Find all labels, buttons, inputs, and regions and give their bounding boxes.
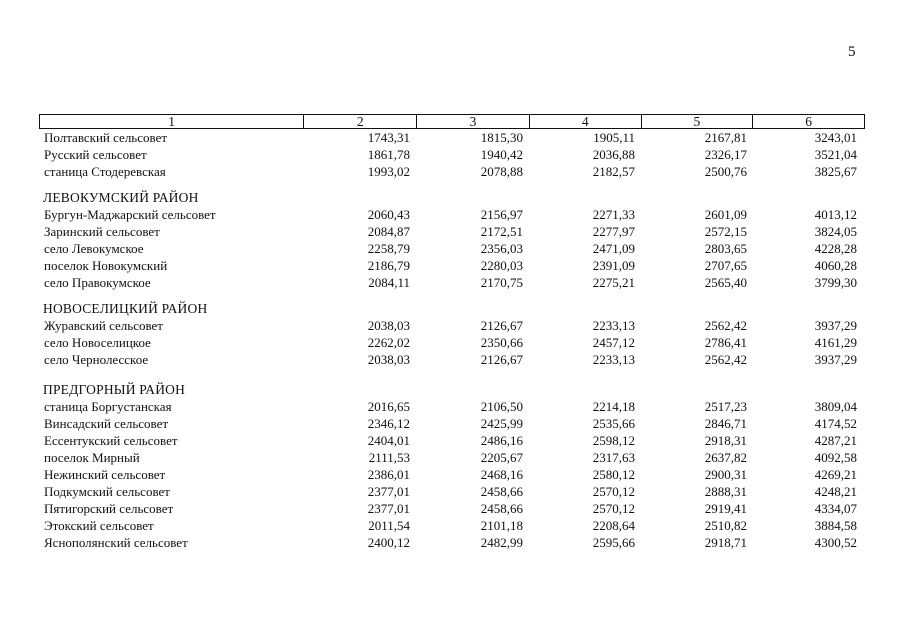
value-cell-col-4: 2036,88	[592, 147, 635, 162]
section-gap	[39, 180, 865, 189]
value-cell-col-6: 3243,01	[814, 130, 857, 145]
settlement-name: село Правокумское	[44, 275, 151, 290]
value-cell-col-3: 2101,18	[480, 518, 523, 533]
value-cell-col-3: 2126,67	[480, 318, 523, 333]
value-cell-col-6: 3825,67	[814, 164, 857, 179]
value-cell-col-3: 2458,66	[480, 484, 523, 499]
table-row	[39, 466, 865, 483]
value-cell-col-6: 4287,21	[814, 433, 857, 448]
value-cell-col-4: 2580,12	[592, 467, 635, 482]
settlement-name: Заринский сельсовет	[44, 224, 160, 239]
value-cell-col-6: 3809,04	[814, 399, 857, 414]
value-cell-col-5: 2918,71	[704, 535, 747, 550]
column-header-4: 4	[529, 115, 641, 128]
value-cell-col-5: 2500,76	[704, 164, 747, 179]
table-row	[39, 146, 865, 163]
value-cell-col-4: 2214,18	[592, 399, 635, 414]
value-cell-col-4: 2457,12	[592, 335, 635, 350]
value-cell-col-4: 2233,13	[592, 318, 635, 333]
section-gap	[39, 368, 865, 381]
value-cell-col-6: 3884,58	[814, 518, 857, 533]
value-cell-col-4: 1905,11	[593, 130, 635, 145]
value-cell-col-2: 2016,65	[367, 399, 410, 414]
value-cell-col-4: 2570,12	[592, 484, 635, 499]
value-cell-col-4: 2471,09	[592, 241, 635, 256]
value-cell-col-6: 3521,04	[814, 147, 857, 162]
value-cell-col-4: 2595,66	[592, 535, 635, 550]
value-cell-col-2: 2084,11	[368, 275, 410, 290]
value-cell-col-4: 2598,12	[592, 433, 635, 448]
value-cell-col-6: 3937,29	[814, 318, 857, 333]
value-cell-col-3: 2350,66	[480, 335, 523, 350]
value-cell-col-3: 1815,30	[480, 130, 523, 145]
table-row	[39, 500, 865, 517]
value-cell-col-6: 4161,29	[814, 335, 857, 350]
settlement-name: Русский сельсовет	[44, 147, 147, 162]
value-cell-col-2: 2377,01	[367, 484, 410, 499]
value-cell-col-5: 2517,23	[704, 399, 747, 414]
value-cell-col-2: 1993,02	[367, 164, 410, 179]
settlement-name: Этокский сельсовет	[44, 518, 154, 533]
value-cell-col-2: 2038,03	[367, 352, 410, 367]
value-cell-col-5: 2562,42	[704, 352, 747, 367]
value-cell-col-5: 2707,65	[704, 258, 747, 273]
value-cell-col-2: 2377,01	[367, 501, 410, 516]
value-cell-col-2: 2084,87	[367, 224, 410, 239]
value-cell-col-3: 2172,51	[480, 224, 523, 239]
value-cell-col-2: 1861,78	[367, 147, 410, 162]
value-cell-col-2: 1743,31	[367, 130, 410, 145]
page-number: 5	[848, 44, 856, 60]
settlement-name: Журавский сельсовет	[44, 318, 163, 333]
data-table	[39, 114, 865, 551]
value-cell-col-6: 4013,12	[814, 207, 857, 222]
value-cell-col-6: 3937,29	[814, 352, 857, 367]
table-row	[39, 351, 865, 368]
value-cell-col-4: 2277,97	[592, 224, 635, 239]
value-cell-col-3: 2280,03	[480, 258, 523, 273]
district-heading: НОВОСЕЛИЦКИЙ РАЙОН	[43, 301, 208, 316]
value-cell-col-5: 2572,15	[704, 224, 747, 239]
value-cell-col-2: 2258,79	[367, 241, 410, 256]
value-cell-col-2: 2011,54	[368, 518, 410, 533]
table-row	[39, 274, 865, 291]
column-header-1: 1	[168, 114, 176, 129]
table-row	[39, 240, 865, 257]
table-row	[39, 483, 865, 500]
table-row	[39, 449, 865, 466]
value-cell-col-3: 2356,03	[480, 241, 523, 256]
value-cell-col-5: 2326,17	[704, 147, 747, 162]
settlement-name: Подкумский сельсовет	[44, 484, 170, 499]
table-row	[39, 163, 865, 180]
value-cell-col-3: 2486,16	[480, 433, 523, 448]
value-cell-col-4: 2182,57	[592, 164, 635, 179]
value-cell-col-5: 2803,65	[704, 241, 747, 256]
table-row	[39, 223, 865, 240]
table-row	[39, 334, 865, 351]
settlement-name: Ессентукский сельсовет	[44, 433, 178, 448]
value-cell-col-6: 4300,52	[814, 535, 857, 550]
settlement-name: Винсадский сельсовет	[44, 416, 169, 431]
table-body	[39, 129, 865, 551]
value-cell-col-2: 2400,12	[367, 535, 410, 550]
value-cell-col-4: 2317,63	[592, 450, 635, 465]
value-cell-col-2: 2060,43	[367, 207, 410, 222]
table-row	[39, 415, 865, 432]
column-header-3: 3	[416, 115, 529, 128]
value-cell-col-3: 2170,75	[480, 275, 523, 290]
settlement-name: Яснополянский сельсовет	[44, 535, 188, 550]
value-cell-col-3: 2106,50	[480, 399, 523, 414]
settlement-name: Бургун-Маджарский сельсовет	[44, 207, 216, 222]
value-cell-col-5: 2565,40	[704, 275, 747, 290]
table-row	[39, 432, 865, 449]
settlement-name: село Чернолесское	[44, 352, 149, 367]
settlement-name: село Новоселицкое	[44, 335, 151, 350]
value-cell-col-6: 4269,21	[814, 467, 857, 482]
table-row	[39, 257, 865, 274]
value-cell-col-6: 4334,07	[814, 501, 857, 516]
value-cell-col-6: 4174,52	[814, 416, 857, 431]
section-gap	[39, 291, 865, 300]
value-cell-col-3: 2482,99	[480, 535, 523, 550]
settlement-name: село Левокумское	[44, 241, 144, 256]
table-row	[39, 206, 865, 223]
value-cell-col-4: 2275,21	[592, 275, 635, 290]
value-cell-col-5: 2786,41	[704, 335, 747, 350]
value-cell-col-6: 4248,21	[814, 484, 857, 499]
settlement-name: станица Стодеревская	[44, 164, 166, 179]
value-cell-col-3: 2205,67	[480, 450, 523, 465]
column-header-5: 5	[641, 115, 753, 128]
value-cell-col-5: 2888,31	[704, 484, 747, 499]
column-header-6: 6	[752, 115, 864, 128]
table-header-row	[39, 114, 865, 129]
value-cell-col-5: 2846,71	[704, 416, 747, 431]
value-cell-col-2: 2404,01	[367, 433, 410, 448]
table-row	[39, 398, 865, 415]
table-row	[39, 317, 865, 334]
value-cell-col-5: 2900,31	[704, 467, 747, 482]
value-cell-col-3: 1940,42	[480, 147, 523, 162]
value-cell-col-2: 2386,01	[367, 467, 410, 482]
value-cell-col-4: 2271,33	[592, 207, 635, 222]
settlement-name: поселок Мирный	[44, 450, 140, 465]
table-row	[39, 534, 865, 551]
table-row	[39, 517, 865, 534]
value-cell-col-3: 2458,66	[480, 501, 523, 516]
value-cell-col-3: 2468,16	[480, 467, 523, 482]
settlement-name: Полтавский сельсовет	[44, 130, 168, 145]
value-cell-col-5: 2167,81	[704, 130, 747, 145]
column-header-2: 2	[303, 115, 416, 128]
district-heading: ПРЕДГОРНЫЙ РАЙОН	[43, 382, 186, 397]
settlement-name: Нежинский сельсовет	[44, 467, 166, 482]
district-heading: ЛЕВОКУМСКИЙ РАЙОН	[43, 190, 199, 205]
value-cell-col-3: 2078,88	[480, 164, 523, 179]
value-cell-col-3: 2425,99	[480, 416, 523, 431]
settlement-name: станица Боргустанская	[44, 399, 172, 414]
value-cell-col-6: 4092,58	[814, 450, 857, 465]
value-cell-col-4: 2208,64	[592, 518, 635, 533]
value-cell-col-2: 2262,02	[367, 335, 410, 350]
value-cell-col-5: 2637,82	[704, 450, 747, 465]
value-cell-col-6: 3824,05	[814, 224, 857, 239]
value-cell-col-2: 2038,03	[367, 318, 410, 333]
value-cell-col-6: 4060,28	[814, 258, 857, 273]
value-cell-col-5: 2562,42	[704, 318, 747, 333]
value-cell-col-2: 2186,79	[367, 258, 410, 273]
value-cell-col-5: 2918,31	[704, 433, 747, 448]
value-cell-col-6: 3799,30	[814, 275, 857, 290]
value-cell-col-4: 2233,13	[592, 352, 635, 367]
value-cell-col-4: 2570,12	[592, 501, 635, 516]
table-row	[39, 129, 865, 146]
value-cell-col-3: 2126,67	[480, 352, 523, 367]
value-cell-col-2: 2346,12	[367, 416, 410, 431]
value-cell-col-2: 2111,53	[368, 450, 410, 465]
value-cell-col-5: 2601,09	[704, 207, 747, 222]
value-cell-col-5: 2510,82	[704, 518, 747, 533]
value-cell-col-3: 2156,97	[480, 207, 523, 222]
value-cell-col-6: 4228,28	[814, 241, 857, 256]
value-cell-col-4: 2535,66	[592, 416, 635, 431]
value-cell-col-5: 2919,41	[704, 501, 747, 516]
value-cell-col-4: 2391,09	[592, 258, 635, 273]
settlement-name: Пятигорский сельсовет	[44, 501, 174, 516]
settlement-name: поселок Новокумский	[44, 258, 168, 273]
